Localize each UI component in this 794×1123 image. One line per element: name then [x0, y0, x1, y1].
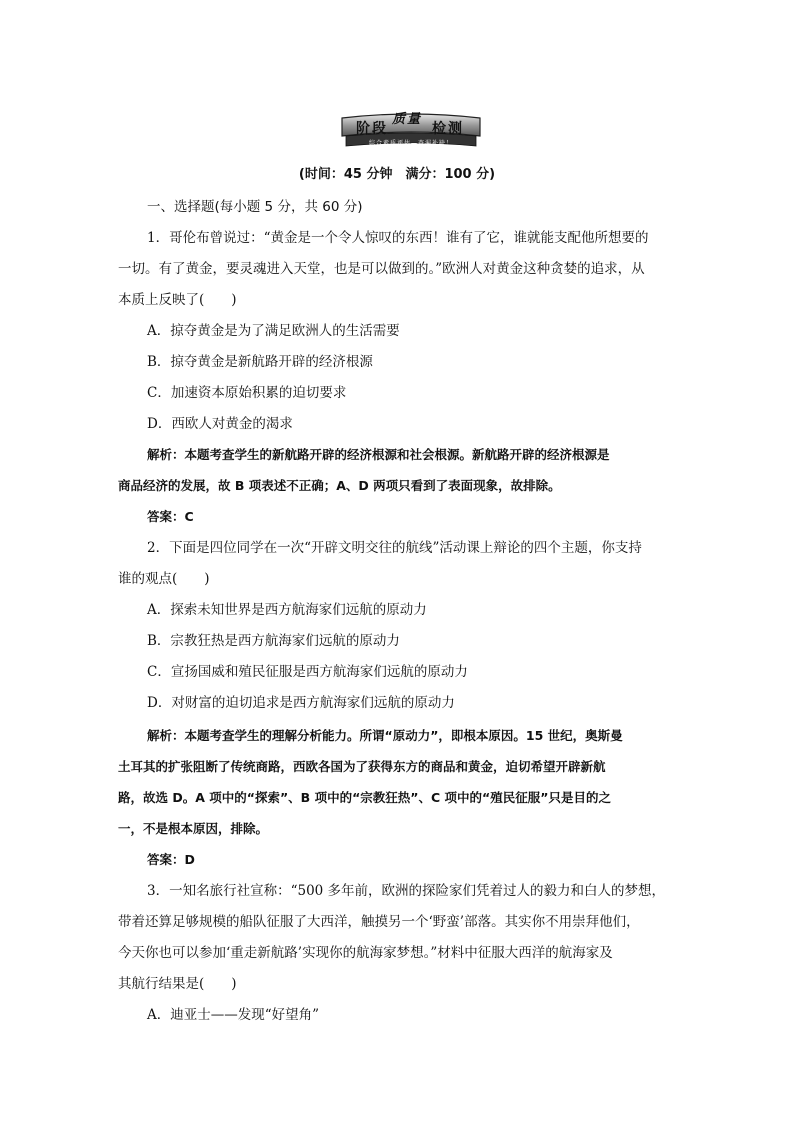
banner-right-text: 检测: [432, 121, 464, 137]
question-3-line-1: 3．一知名旅行社宣称：“500 多年前，欧洲的探险家们凭着过人的毅力和白人的梦想，: [147, 883, 666, 899]
section-heading: 一、选择题(每小题 5 分，共 60 分): [147, 199, 363, 215]
question-1-explanation-1: 解析：本题考查学生的新航路开辟的经济根源和社会根源。新航路开辟的经济根源是: [147, 447, 610, 462]
question-2-line-2: 谁的观点( ): [118, 571, 210, 587]
banner-subtitle: 综合素质评估—查漏补缺！: [368, 140, 453, 147]
question-1-line-2: 一切。有了黄金，要灵魂进入天堂，也是可以做到的。”欧洲人对黄金这种贪婪的追求，从: [118, 261, 645, 277]
question-2-explanation-3: 路，故选 D。A 项中的“探索”、B 项中的“宗教狂热”、C 项中的“殖民征服”只是目的之: [118, 790, 611, 805]
question-2-option-d: D．对财富的迫切追求是西方航海家们远航的原动力: [147, 695, 455, 711]
banner-left-text: 阶段: [356, 121, 388, 137]
banner-top-text: 质量: [392, 112, 423, 127]
question-1-option-c: C．加速资本原始积累的迫切要求: [147, 385, 347, 401]
question-1-answer: 答案：C: [147, 509, 194, 524]
question-3-line-4: 其航行结果是( ): [118, 976, 237, 992]
question-2-explanation-1: 解析：本题考查学生的理解分析能力。所谓“原动力”，即根本原因。15 世纪，奥斯曼: [147, 728, 623, 743]
question-2-option-a: A．探索未知世界是西方航海家们远航的原动力: [147, 602, 427, 618]
question-1-option-b: B．掠夺黄金是新航路开辟的经济根源: [147, 354, 373, 370]
question-1-explanation-2: 商品经济的发展，故 B 项表述不正确；A、D 两项只看到了表面现象，故排除。: [118, 478, 561, 493]
question-2-explanation-2: 土耳其的扩张阻断了传统商路，西欧各国为了获得东方的商品和黄金，迫切希望开辟新航: [118, 759, 606, 774]
section-banner: [336, 112, 486, 152]
question-1-line-3: 本质上反映了( ): [118, 292, 237, 308]
question-3-line-3: 今天你也可以参加‘重走新航路’实现你的航海家梦想。”材料中征服大西洋的航海家及: [118, 945, 613, 961]
question-1-option-d: D．西欧人对黄金的渴求: [147, 416, 293, 432]
question-2-explanation-4: 一，不是根本原因，排除。: [118, 821, 269, 836]
question-2-line-1: 2．下面是四位同学在一次“开辟文明交往的航线”活动课上辩论的四个主题，你支持: [147, 540, 642, 556]
question-2-option-c: C．宣扬国威和殖民征服是西方航海家们远航的原动力: [147, 664, 468, 680]
question-1-option-a: A．掠夺黄金是为了满足欧洲人的生活需要: [147, 323, 400, 339]
question-2-answer: 答案：D: [147, 852, 195, 867]
question-1-line-1: 1．哥伦布曾说过：“黄金是一个令人惊叹的东西！谁有了它，谁就能支配他所想要的: [147, 230, 649, 246]
question-3-option-a: A．迪亚士——发现“好望角”: [147, 1007, 320, 1023]
exam-time-info: (时间：45 分钟 满分：100 分): [298, 167, 496, 182]
question-3-line-2: 带着还算足够规模的船队征服了大西洋，触摸另一个‘野蛮’部落。其实你不用崇拜他们，: [118, 914, 640, 930]
question-2-option-b: B．宗教狂热是西方航海家们远航的原动力: [147, 633, 400, 649]
